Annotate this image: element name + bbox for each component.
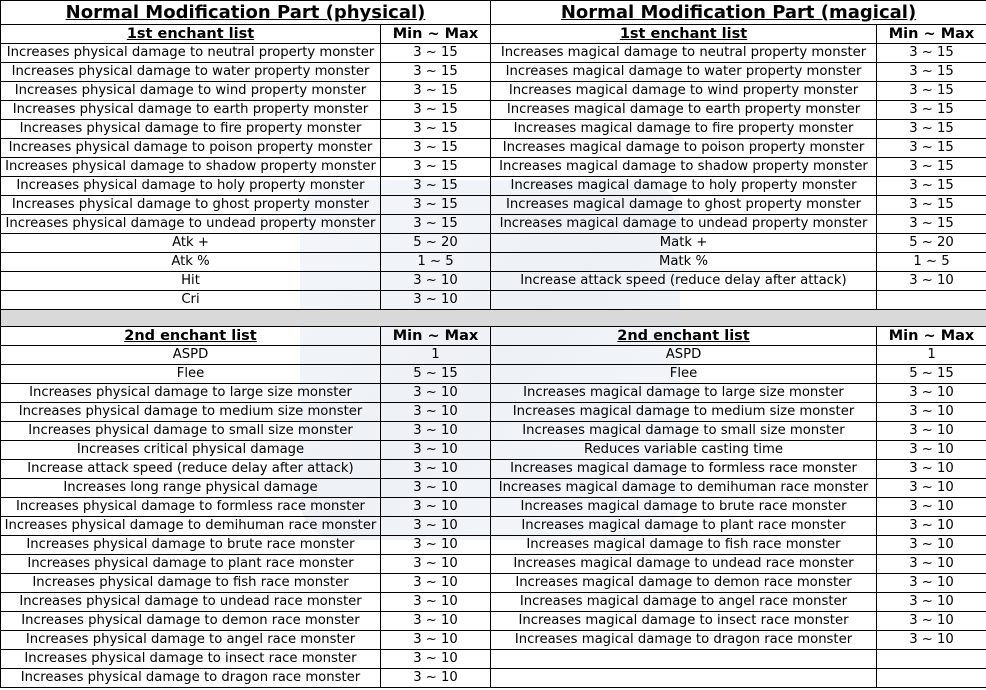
section-divider: [1, 310, 986, 327]
magical-second-enchant-name: Increases magical damage to angel race monster: [491, 593, 877, 612]
magical-second-enchant-range: 3 ~ 10: [877, 460, 986, 479]
physical-first-enchant-name: Increases physical damage to wind property monster: [1, 82, 381, 101]
magical-first-enchant-range: 3 ~ 15: [877, 196, 986, 215]
second-enchant-row: [1, 346, 986, 365]
physical-first-enchant-range: 5 ~ 20: [381, 234, 491, 253]
physical-first-enchant-name: Increases physical damage to earth property monster: [1, 101, 381, 120]
magical-first-enchant-name: Increases magical damage to fire property monster: [491, 120, 877, 139]
first-enchant-row: [1, 253, 986, 272]
magical-first-enchant-name: Increases magical damage to shadow property monster: [491, 158, 877, 177]
magical-second-enchant-range: 3 ~ 10: [877, 384, 986, 403]
magical-first-enchant-range: 3 ~ 15: [877, 101, 986, 120]
magical-second-enchant-name: Increases magical damage to fish race monster: [491, 536, 877, 555]
magical-second-enchant-name: [491, 669, 877, 688]
first-enchant-row: [1, 234, 986, 253]
magical-second-enchant-name: Increases magical damage to brute race monster: [491, 498, 877, 517]
first-enchant-row: [1, 44, 986, 63]
first-enchant-row: [1, 139, 986, 158]
physical-second-enchant-range: 1: [381, 346, 491, 365]
first-enchant-row: [1, 158, 986, 177]
physical-first-enchant-range: 3 ~ 10: [381, 272, 491, 291]
physical-first-enchant-range: 3 ~ 15: [381, 120, 491, 139]
first-enchant-header-row: [1, 25, 986, 44]
physical-second-enchant-name: Increases physical damage to undead race monster: [1, 593, 381, 612]
magical-second-enchant-name: ASPD: [491, 346, 877, 365]
physical-first-enchant-name: Increases physical damage to undead property monster: [1, 215, 381, 234]
magical-second-enchant-range: 3 ~ 10: [877, 498, 986, 517]
physical-second-enchant-range: 3 ~ 10: [381, 479, 491, 498]
second-enchant-row: [1, 460, 986, 479]
physical-second-enchant-name: ASPD: [1, 346, 381, 365]
physical-second-enchant-range: 3 ~ 10: [381, 460, 491, 479]
first-enchant-row: [1, 215, 986, 234]
physical-second-enchant-range: 3 ~ 10: [381, 403, 491, 422]
magical-first-enchant-range: [877, 291, 986, 310]
magical-second-enchant-name: Increases magical damage to large size monster: [491, 384, 877, 403]
second-enchant-row: [1, 536, 986, 555]
magical-second-enchant-range: 3 ~ 10: [877, 403, 986, 422]
physical-first-enchant-range: 3 ~ 10: [381, 291, 491, 310]
second-enchant-row: [1, 555, 986, 574]
first-enchant-row: [1, 196, 986, 215]
physical-second-enchant-range: 3 ~ 10: [381, 612, 491, 631]
magical-second-enchant-name: Increases magical damage to undead race monster: [491, 555, 877, 574]
physical-second-enchant-range: 3 ~ 10: [381, 650, 491, 669]
physical-second-enchant-name: Increases physical damage to demihuman race monster: [1, 517, 381, 536]
physical-second-enchant-name: Increases physical damage to demon race monster: [1, 612, 381, 631]
first-enchant-row: [1, 272, 986, 291]
physical-second-enchant-name: Increases critical physical damage: [1, 441, 381, 460]
magical-second-enchant-name: Increases magical damage to medium size monster: [491, 403, 877, 422]
magical-second-enchant-name: Increases magical damage to plant race monster: [491, 517, 877, 536]
physical-first-enchant-range: 3 ~ 15: [381, 63, 491, 82]
second-enchant-row: [1, 403, 986, 422]
physical-second-enchant-range: 3 ~ 10: [381, 593, 491, 612]
magical-first-enchant-name: Increase attack speed (reduce delay after attack): [491, 272, 877, 291]
title-row: [1, 1, 986, 25]
physical-second-enchant-range: 3 ~ 10: [381, 498, 491, 517]
physical-first-enchant-range: 3 ~ 15: [381, 177, 491, 196]
magical-second-enchant-name: Increases magical damage to demihuman race monster: [491, 479, 877, 498]
first-enchant-row: [1, 63, 986, 82]
physical-second-enchant-name: Increases physical damage to angel race monster: [1, 631, 381, 650]
magical-first-enchant-name: Increases magical damage to undead property monster: [491, 215, 877, 234]
magical-first-enchant-range: 1 ~ 5: [877, 253, 986, 272]
physical-first-enchant-name: Hit: [1, 272, 381, 291]
magical-first-enchant-range: 3 ~ 15: [877, 44, 986, 63]
physical-second-enchant-range: 3 ~ 10: [381, 517, 491, 536]
magical-second-enchant-name: Flee: [491, 365, 877, 384]
magical-first-enchant-range: 3 ~ 15: [877, 158, 986, 177]
first-enchant-row: [1, 177, 986, 196]
physical-second-enchant-name: Increases long range physical damage: [1, 479, 381, 498]
magical-second-minmax: Min ~ Max: [877, 327, 986, 346]
physical-second-enchant-range: 3 ~ 10: [381, 441, 491, 460]
magical-second-enchant-range: 3 ~ 10: [877, 631, 986, 650]
first-enchant-row: [1, 101, 986, 120]
physical-first-minmax: Min ~ Max: [381, 25, 491, 44]
physical-second-enchant-name: Increases physical damage to brute race monster: [1, 536, 381, 555]
physical-second-enchant-range: 3 ~ 10: [381, 422, 491, 441]
magical-first-enchant-range: 3 ~ 15: [877, 215, 986, 234]
magical-second-enchant-range: 3 ~ 10: [877, 612, 986, 631]
magical-first-enchant-name: Matk %: [491, 253, 877, 272]
magical-second-enchant-name: Increases magical damage to small size monster: [491, 422, 877, 441]
magical-second-enchant-range: 3 ~ 10: [877, 422, 986, 441]
magical-second-enchant-range: 3 ~ 10: [877, 593, 986, 612]
physical-first-enchant-name: Increases physical damage to ghost property monster: [1, 196, 381, 215]
magical-second-enchant-range: 5 ~ 15: [877, 365, 986, 384]
physical-first-enchant-range: 3 ~ 15: [381, 196, 491, 215]
physical-second-enchant-range: 3 ~ 10: [381, 631, 491, 650]
physical-first-enchant-range: 3 ~ 15: [381, 139, 491, 158]
physical-first-enchant-range: 3 ~ 15: [381, 82, 491, 101]
second-enchant-row: [1, 650, 986, 669]
physical-second-enchant-name: Increases physical damage to plant race monster: [1, 555, 381, 574]
magical-second-enchant-range: 1: [877, 346, 986, 365]
physical-second-enchant-range: 5 ~ 15: [381, 365, 491, 384]
physical-first-enchant-name: Increases physical damage to holy property monster: [1, 177, 381, 196]
magical-second-enchant-range: 3 ~ 10: [877, 441, 986, 460]
second-enchant-row: [1, 669, 986, 688]
magical-first-enchant-name: Increases magical damage to ghost property monster: [491, 196, 877, 215]
second-enchant-row: [1, 498, 986, 517]
physical-second-enchant-range: 3 ~ 10: [381, 555, 491, 574]
magical-second-header: 2nd enchant list: [491, 327, 877, 346]
second-enchant-row: [1, 365, 986, 384]
magical-first-enchant-name: Increases magical damage to earth property monster: [491, 101, 877, 120]
first-enchant-row: [1, 120, 986, 139]
magical-second-enchant-range: [877, 650, 986, 669]
physical-second-enchant-name: Flee: [1, 365, 381, 384]
physical-first-enchant-name: Cri: [1, 291, 381, 310]
second-enchant-row: [1, 479, 986, 498]
magical-first-enchant-name: [491, 291, 877, 310]
physical-second-enchant-name: Increases physical damage to small size monster: [1, 422, 381, 441]
physical-second-enchant-name: Increases physical damage to formless race monster: [1, 498, 381, 517]
second-enchant-row: [1, 422, 986, 441]
magical-first-enchant-range: 3 ~ 10: [877, 272, 986, 291]
physical-first-enchant-range: 3 ~ 15: [381, 158, 491, 177]
physical-first-enchant-name: Atk +: [1, 234, 381, 253]
second-enchant-row: [1, 517, 986, 536]
second-enchant-header-row: [1, 327, 986, 346]
physical-first-enchant-name: Increases physical damage to water property monster: [1, 63, 381, 82]
magical-first-enchant-range: 5 ~ 20: [877, 234, 986, 253]
second-enchant-row: [1, 574, 986, 593]
physical-second-enchant-range: 3 ~ 10: [381, 384, 491, 403]
magical-title: Normal Modification Part (magical): [491, 1, 986, 25]
physical-title: Normal Modification Part (physical): [1, 1, 491, 25]
magical-second-enchant-range: 3 ~ 10: [877, 517, 986, 536]
magical-first-enchant-name: Increases magical damage to water property monster: [491, 63, 877, 82]
physical-first-enchant-name: Atk %: [1, 253, 381, 272]
second-enchant-row: [1, 384, 986, 403]
physical-first-enchant-name: Increases physical damage to fire property monster: [1, 120, 381, 139]
magical-first-header: 1st enchant list: [491, 25, 877, 44]
magical-second-enchant-name: Increases magical damage to formless race monster: [491, 460, 877, 479]
physical-second-enchant-name: Increases physical damage to large size monster: [1, 384, 381, 403]
physical-first-enchant-name: Increases physical damage to shadow property monster: [1, 158, 381, 177]
physical-second-enchant-name: Increase attack speed (reduce delay after attack): [1, 460, 381, 479]
physical-second-minmax: Min ~ Max: [381, 327, 491, 346]
physical-first-enchant-range: 1 ~ 5: [381, 253, 491, 272]
magical-first-enchant-range: 3 ~ 15: [877, 63, 986, 82]
physical-second-enchant-range: 3 ~ 10: [381, 574, 491, 593]
physical-first-enchant-range: 3 ~ 15: [381, 215, 491, 234]
physical-second-enchant-name: Increases physical damage to medium size monster: [1, 403, 381, 422]
physical-second-enchant-range: 3 ~ 10: [381, 536, 491, 555]
physical-second-enchant-name: Increases physical damage to fish race monster: [1, 574, 381, 593]
magical-second-enchant-range: 3 ~ 10: [877, 479, 986, 498]
enchant-table-body: [1, 1, 986, 688]
second-enchant-row: [1, 631, 986, 650]
magical-second-enchant-range: 3 ~ 10: [877, 555, 986, 574]
physical-first-enchant-range: 3 ~ 15: [381, 44, 491, 63]
magical-second-enchant-name: [491, 650, 877, 669]
magical-first-minmax: Min ~ Max: [877, 25, 986, 44]
magical-second-enchant-range: 3 ~ 10: [877, 574, 986, 593]
physical-second-header: 2nd enchant list: [1, 327, 381, 346]
magical-first-enchant-range: 3 ~ 15: [877, 120, 986, 139]
magical-first-enchant-name: Increases magical damage to poison property monster: [491, 139, 877, 158]
magical-first-enchant-range: 3 ~ 15: [877, 82, 986, 101]
physical-first-header: 1st enchant list: [1, 25, 381, 44]
magical-first-enchant-range: 3 ~ 15: [877, 139, 986, 158]
second-enchant-row: [1, 441, 986, 460]
magical-second-enchant-range: 3 ~ 10: [877, 536, 986, 555]
physical-second-enchant-name: Increases physical damage to dragon race monster: [1, 669, 381, 688]
section-divider-cell: [1, 310, 986, 327]
magical-second-enchant-name: Increases magical damage to insect race monster: [491, 612, 877, 631]
physical-first-enchant-name: Increases physical damage to neutral property monster: [1, 44, 381, 63]
magical-first-enchant-name: Increases magical damage to holy property monster: [491, 177, 877, 196]
physical-second-enchant-name: Increases physical damage to insect race monster: [1, 650, 381, 669]
physical-second-enchant-range: 3 ~ 10: [381, 669, 491, 688]
magical-first-enchant-name: Increases magical damage to wind property monster: [491, 82, 877, 101]
physical-first-enchant-range: 3 ~ 15: [381, 101, 491, 120]
physical-first-enchant-name: Increases physical damage to poison property monster: [1, 139, 381, 158]
magical-second-enchant-name: Increases magical damage to dragon race monster: [491, 631, 877, 650]
magical-second-enchant-name: Increases magical damage to demon race monster: [491, 574, 877, 593]
magical-first-enchant-range: 3 ~ 15: [877, 177, 986, 196]
first-enchant-row: [1, 291, 986, 310]
second-enchant-row: [1, 612, 986, 631]
magical-first-enchant-name: Increases magical damage to neutral property monster: [491, 44, 877, 63]
first-enchant-row: [1, 82, 986, 101]
second-enchant-row: [1, 593, 986, 612]
magical-first-enchant-name: Matk +: [491, 234, 877, 253]
magical-second-enchant-range: [877, 669, 986, 688]
magical-second-enchant-name: Reduces variable casting time: [491, 441, 877, 460]
